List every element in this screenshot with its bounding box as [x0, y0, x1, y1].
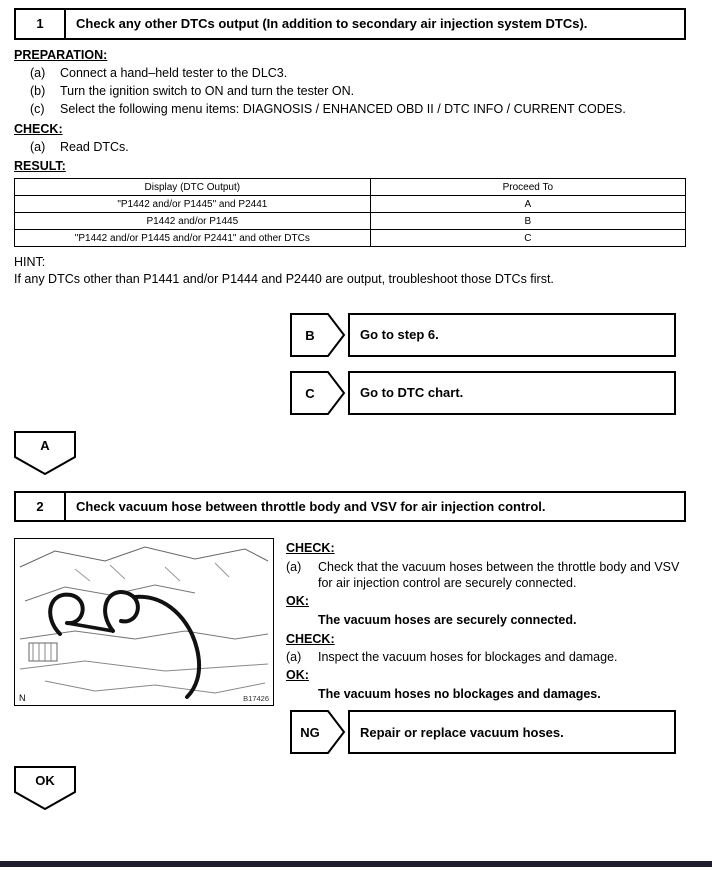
- list-item-text: Select the following menu items: DIAGNOSIS / ENHANCED OBD II / DTC INFO / CURRENT CODES.: [60, 102, 626, 117]
- table-row: [15, 230, 686, 247]
- preparation-section: [14, 47, 686, 175]
- ok-heading: OK:: [286, 668, 309, 683]
- list-item: [286, 649, 686, 665]
- result-table: [14, 178, 686, 247]
- ok-heading: OK:: [286, 594, 309, 609]
- right-arrow-pentagon-icon: [290, 313, 346, 357]
- preparation-heading: PREPARATION:: [14, 47, 108, 62]
- check-heading: CHECK:: [14, 121, 63, 136]
- list-item-label: (a): [286, 559, 302, 574]
- marker-label: OK: [35, 773, 55, 789]
- list-item-label: (c): [30, 102, 45, 117]
- column-header-proceed: Proceed To: [370, 179, 685, 196]
- cell-display: P1442 and/or P1445: [15, 213, 371, 230]
- list-item-label: (a): [30, 65, 46, 80]
- connector-row-b: [290, 313, 676, 357]
- ok-statement: The vacuum hoses no blockages and damages.: [318, 687, 601, 702]
- list-item: [14, 101, 686, 117]
- right-arrow-pentagon-icon: [290, 710, 346, 754]
- hint-section: [14, 254, 686, 287]
- marker-label: A: [40, 437, 50, 453]
- page-footer-rule: [0, 861, 712, 867]
- connector-label: C: [305, 385, 315, 401]
- step-number: 2: [16, 493, 66, 521]
- column-header-display: Display (DTC Output): [15, 179, 371, 196]
- table-header-row: [15, 179, 686, 196]
- cell-proceed: C: [370, 230, 685, 247]
- step-2-header: [14, 491, 686, 523]
- table-row: [15, 196, 686, 213]
- engine-line-drawing: [15, 539, 273, 705]
- list-item-text: Turn the ignition switch to ON and turn the tester ON.: [60, 84, 355, 99]
- figure-corner-label: N: [19, 693, 26, 704]
- step-1-header: [14, 8, 686, 40]
- list-item-label: (a): [286, 649, 302, 664]
- right-arrow-pentagon-icon: [290, 371, 346, 415]
- list-item: [14, 65, 686, 81]
- action-box: Repair or replace vacuum hoses.: [348, 710, 676, 754]
- list-item-text: Inspect the vacuum hoses for blockages and damage.: [318, 649, 618, 664]
- check-heading: CHECK:: [286, 631, 335, 646]
- cell-proceed: A: [370, 196, 685, 213]
- hint-heading: HINT:: [14, 255, 46, 270]
- down-arrow-pentagon-icon: [14, 431, 76, 475]
- list-item: [286, 559, 686, 592]
- figure-id-label: B17426: [243, 694, 269, 704]
- flow-marker-ok: [14, 766, 76, 810]
- connector-label: NG: [300, 725, 320, 741]
- list-item-label: (b): [30, 84, 46, 99]
- list-item: [14, 83, 686, 99]
- connector-row-c: [290, 371, 676, 415]
- step-title: Check any other DTCs output (In addition to secondary air injection system DTCs).: [76, 16, 588, 31]
- step-number: 1: [16, 10, 66, 38]
- ok-statement: The vacuum hoses are securely connected.: [318, 613, 577, 628]
- down-arrow-pentagon-icon: [14, 766, 76, 810]
- list-item: [14, 139, 686, 155]
- engine-vacuum-hose-figure: [14, 538, 274, 706]
- cell-display: "P1442 and/or P1445" and P2441: [15, 196, 371, 213]
- check-heading: CHECK:: [286, 541, 335, 556]
- table-row: [15, 213, 686, 230]
- list-item-label: (a): [30, 139, 46, 154]
- step-title: Check vacuum hose between throttle body and VSV for air injection control.: [76, 498, 546, 514]
- hint-text: If any DTCs other than P1441 and/or P1444 and P2440 are output, troubleshoot those DTCs first.: [14, 271, 554, 286]
- connector-label: B: [305, 327, 315, 343]
- step-2-body: [14, 538, 686, 706]
- cell-proceed: B: [370, 213, 685, 230]
- list-item-text: Connect a hand–held tester to the DLC3.: [60, 65, 288, 80]
- step-2-checks: [286, 538, 686, 706]
- result-heading: RESULT:: [14, 159, 66, 174]
- list-item-text: Check that the vacuum hoses between the throttle body and VSV for air injection control are securely connected.: [318, 559, 680, 590]
- flow-marker-a: [14, 431, 76, 475]
- action-box: Go to DTC chart.: [348, 371, 676, 415]
- connector-row-ng: [290, 710, 676, 754]
- action-box: Go to step 6.: [348, 313, 676, 357]
- list-item-text: Read DTCs.: [60, 139, 129, 154]
- cell-display: "P1442 and/or P1445 and/or P2441" and other DTCs: [15, 230, 371, 247]
